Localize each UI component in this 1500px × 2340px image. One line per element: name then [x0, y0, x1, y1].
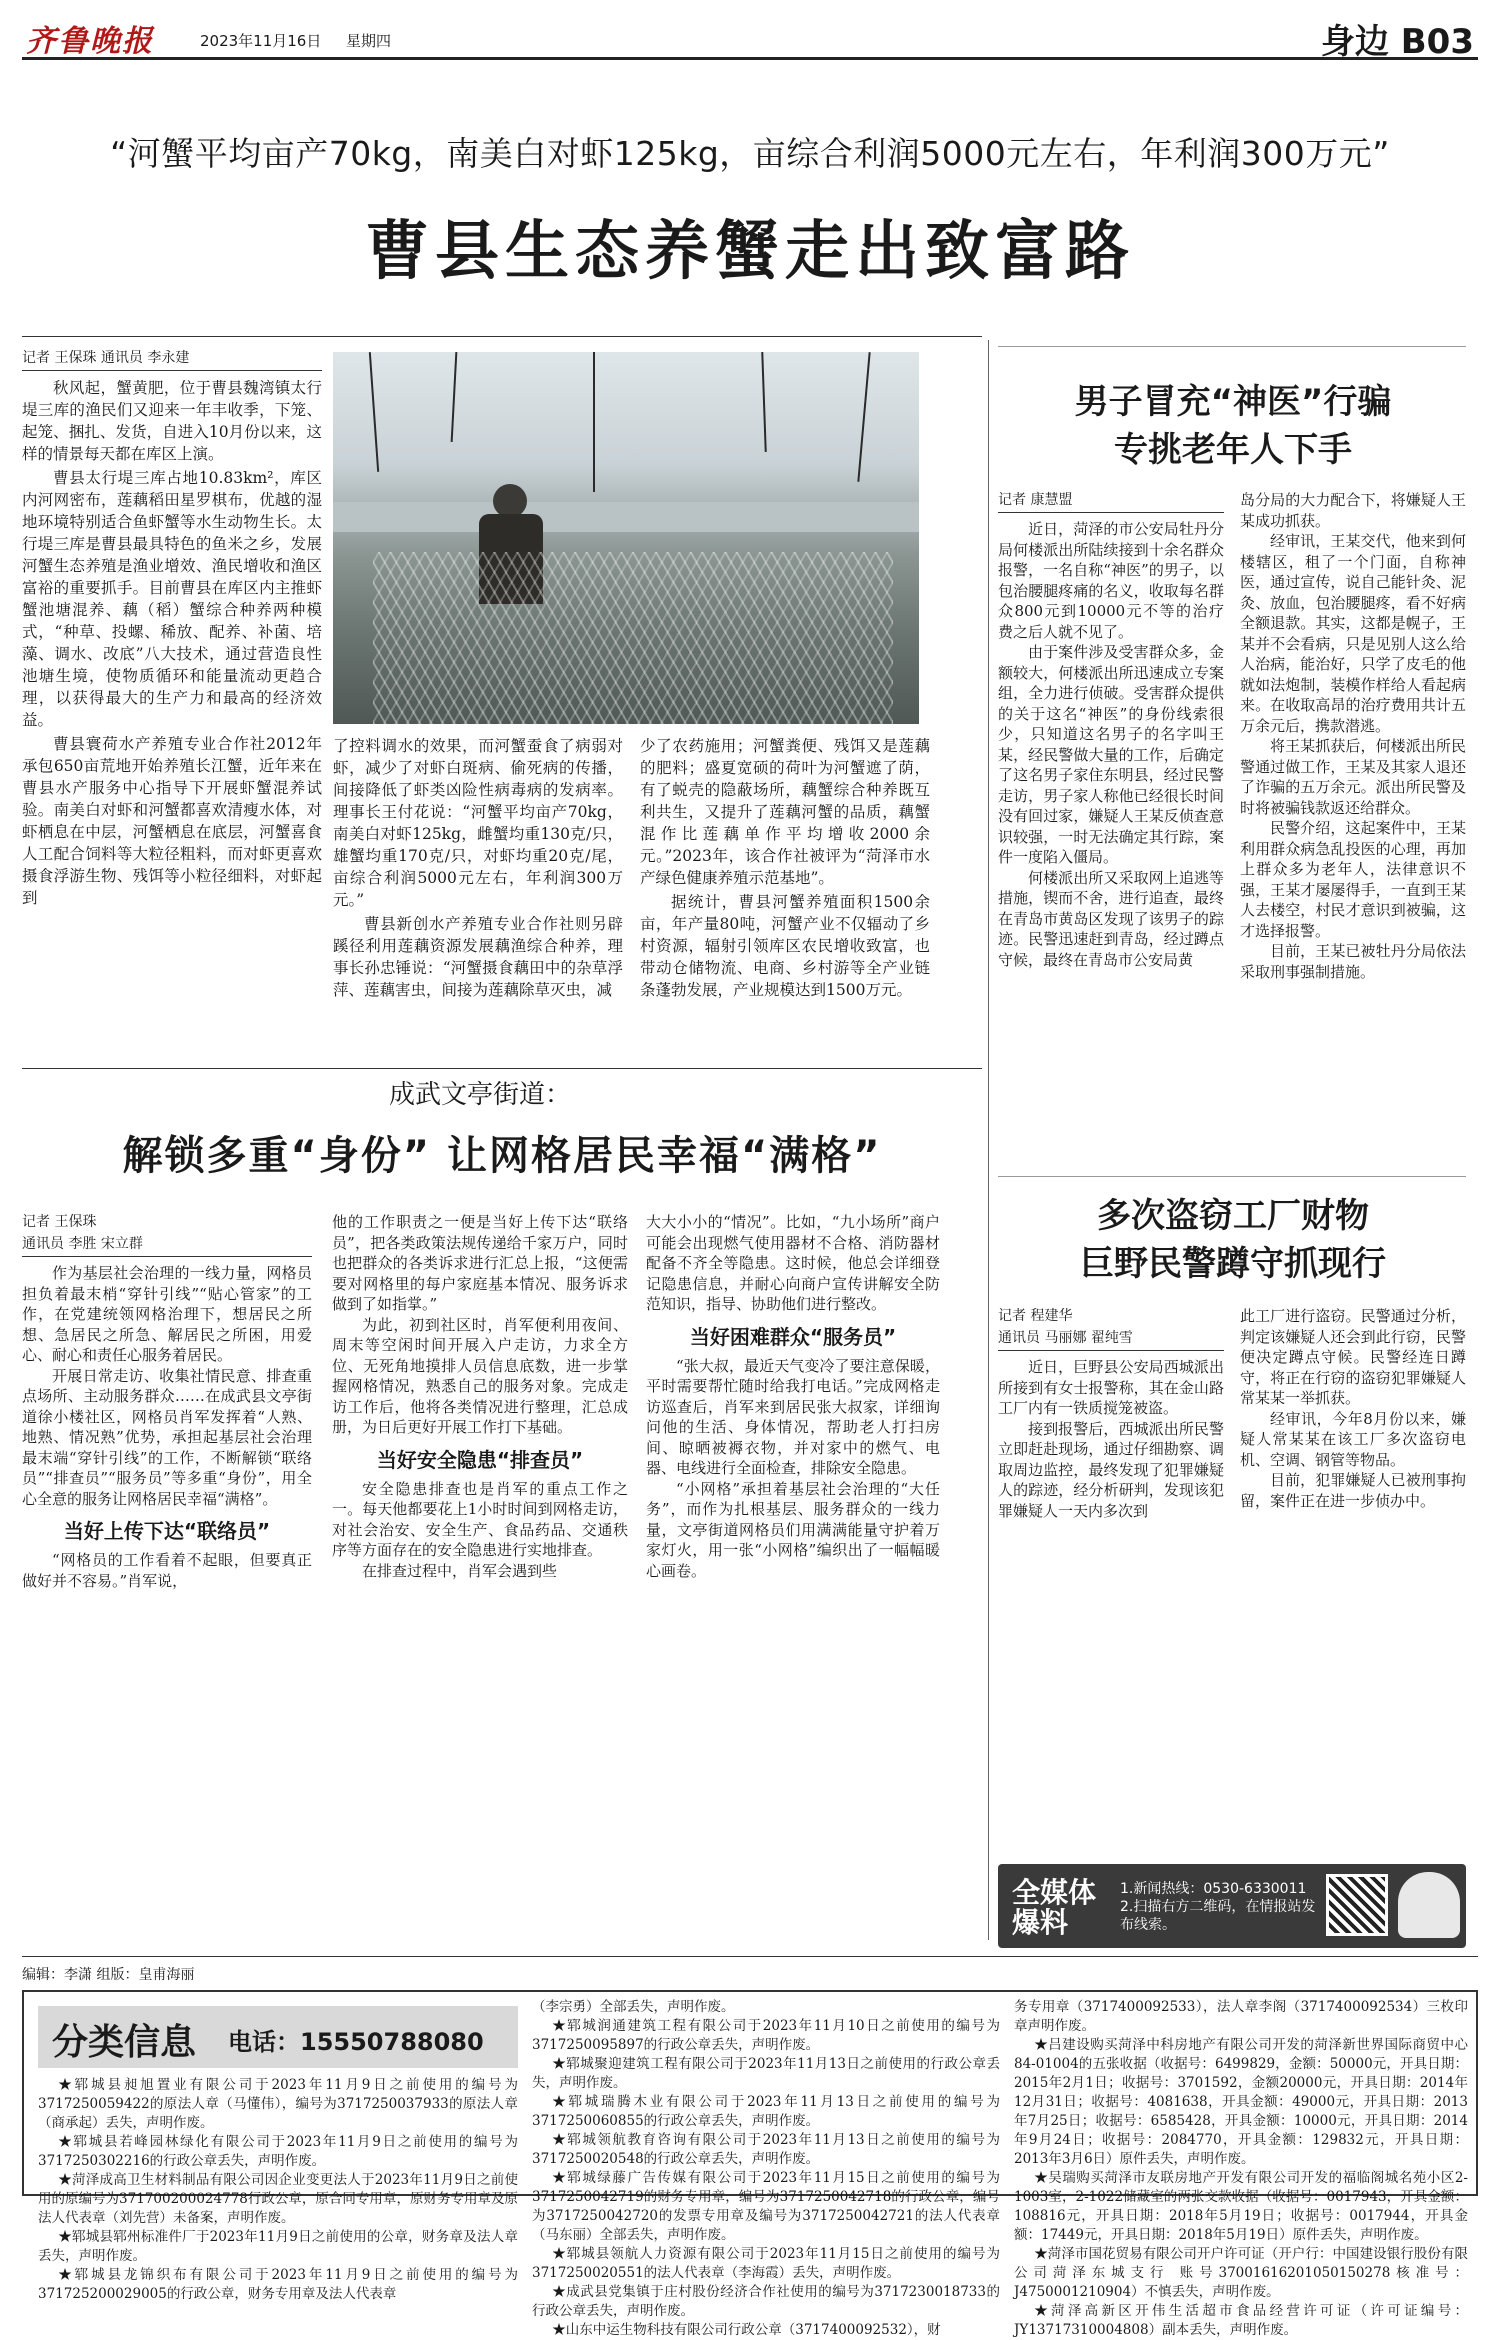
story2-byline: 通讯员 李胜 宋立群	[22, 1234, 312, 1257]
paragraph: 安全隐患排查也是肖军的重点工作之一。每天他都要花上1小时时间到网格走访，对社会治安、安全生产、食品药品、交通秩序等方面存在的安全隐患进行实地排查。	[332, 1479, 628, 1559]
notice: ★郓城县若峰园林绿化有限公司于2023年11月9日之前使用的编号为371725030221​6的行政公章丢失，声明作废。	[38, 2134, 518, 2169]
notice: ★郓城县龙锦织布有限公司于2023年11月9日之前使用的编号为371725200029005的行政公章，财务专用章及法人代表章	[38, 2267, 518, 2302]
story2-subheading: 当好困难群众“服务员”	[689, 1324, 897, 1349]
notice: ★菏泽市国花贸易有限公司开户许可证（开户行：中国建设银行股份有限公司菏泽东城支行 账号37001616201050150278核准号：J475000121090​4）不慎丢失，声明作废。	[1014, 2246, 1468, 2300]
qr-code-icon[interactable]	[1326, 1874, 1388, 1936]
notice: ★成武县党集镇于庄村股份经济合作社使用的编号为371723001873​3的行政公章丢失，声明作废。	[532, 2284, 1000, 2319]
notice: ★吴瑞购买菏泽市友联房地产开发有限公司开发的福临阁城名苑小区2-1003室，2-1022储藏室的两张交款收据（收据号：0017943，开具金额：108816元，开具日期：2018年5月19日；收据号：0017944，开具金额：17449元，开具日期：2018年5月19日）原件丢失，声明作废。	[1014, 2170, 1468, 2243]
reed	[369, 352, 379, 472]
side1-byline: 记者 康慧盟	[998, 490, 1224, 513]
notice: ★郓城瑞腾木业有限公司于2023年11月13日之前使用的编号为371725006085​5的行政公章丢失，声明作废。	[532, 2094, 1000, 2129]
paragraph: 此工厂进行盗窃。民警通过分析，判定该嫌疑人还会到此行窃，民警便决定蹲点守候。民警经连日蹲守，将正在行窃的盗窃犯罪嫌疑人常某某一举抓获。	[1240, 1307, 1466, 1407]
paragraph: 他的工作职责之一便是当好上传下达“联络员”，把各类政策法规传递给千家万户，同时也把群众的各类诉求进行汇总上报，“这便需要对网格里的每户家庭基本情况、服务诉求做到了如指掌。”	[332, 1213, 628, 1313]
farmer-head	[493, 484, 527, 518]
story2-subheading: 当好安全隐患“排查员”	[376, 1447, 584, 1472]
story2-column-2	[332, 1212, 628, 1581]
classified-phone: 电话：15550788080	[228, 2028, 484, 2056]
paragraph: 近日，菏泽的市公安局牡丹分局何楼派出所陆续接到十余名群众报警，一名自称“神医”的男子，以包治腰腿疼痛的名义，收取每名群众800元到10000元不等的治疗费之后人就不见了。	[998, 520, 1224, 641]
reed	[761, 352, 766, 452]
divider	[22, 1956, 1478, 1957]
paragraph: 何楼派出所又采取网上追逃等措施，锲而不舍，进行追查，最终在青岛市黄岛区发现了该男子的踪迹。民警迅速赶到青岛，经过蹲点守候，最终在青岛市公安局黄	[998, 868, 1224, 969]
paragraph: 接到报警后，西城派出所民警立即赶赴现场，通过仔细勘察、调取周边监控，最终发现了犯罪嫌疑人的踪迹，经分析研判，发现该犯罪嫌疑人一天内多次到	[998, 1419, 1224, 1520]
side2-column-2	[1240, 1306, 1466, 1511]
paragraph: 为此，初到社区时，肖军便利用夜间、周末等空闲时间开展入户走访，力求全方位、无死角地摸排人员信息底数，进一步掌握网格情况，熟悉自己的服务对象。完成走访工作后，他将各类情况进行整理，汇总成册，为日后更好开展工作打下基础。	[332, 1315, 628, 1436]
paragraph: 民警介绍，这起案件中，王某利用群众病急乱投医的心理，再加上群众多为老年人，法律意识不强，王某才屡屡得手，一直到王某人去楼空，村民才意识到被骗，这才选择报警。	[1240, 819, 1466, 940]
classified-title: 分类信息	[52, 2022, 197, 2063]
story1-column-2	[333, 735, 623, 1003]
divider	[998, 1176, 1466, 1177]
classified-header	[38, 2006, 518, 2068]
crab-farm-photo	[333, 352, 919, 724]
divider	[22, 336, 982, 337]
side2-title-line: 巨野民警蹲守抓现行	[1080, 1244, 1386, 1284]
paragraph: 开展日常走访、收集社情民意、排查重点场所、主动服务群众……在成武县文亭街道徐小楼社区，网格员肖军发挥着“人熟、地熟、情况熟”优势，承担起基层社会治理最末端“穿针引线”的工作，不断解锁“联络员”“排查员”“服务员”等多重“身份”，用全心全意的服务让网格居民幸福“满格”。	[22, 1366, 312, 1508]
issue-date: 2023年11月16日	[200, 32, 322, 50]
ad-qr-instruction: 2.扫描右方二维码，在情报站发布线索。	[1120, 1899, 1316, 1933]
ad-hotline: 1.新闻热线：0530-6330011	[1120, 1881, 1307, 1897]
ad-title: 全媒体爆料	[1012, 1876, 1097, 1939]
notice: ★郓城润通建筑工程有限公司于2023年11月10日之前使用的编号为371725009589​7的行政公章丢失，声明作废。	[532, 2018, 1000, 2053]
side1-column-1	[998, 490, 1224, 970]
paragraph: 曹县新创水产养殖专业合作社则另辟蹊径利用莲藕资源发展藕渔综合种养，理事长孙忠锤说：“河蟹摄食藕田中的杂草浮萍、莲藕害虫，间接为莲藕除草灭虫，减	[333, 915, 623, 999]
paragraph: 曹县太行堤三库占地10.83km²，库区内河网密布，莲藕稻田星罗棋布，优越的湿地环境特别适合鱼虾蟹等水生动物生长。太行堤三库是曹县最具特色的鱼米之乡，发展河蟹生态养殖是渔业增效、渔民增收和渔区富裕的重要抓手。目前曹县在库区内主推虾蟹池塘混养、藕（稻）蟹综合种养两种模式，“种草、投螺、稀放、配养、补菌、培藻、调水、改底”八大技术，通过营造良性池塘生境，使物质循环和能量流动更趋合理，以获得最大的生产力和最高的经济效益。	[22, 469, 322, 729]
paragraph: “网格员的工作看着不起眼，但要真正做好并不容易。”肖军说，	[22, 1551, 312, 1590]
water-surface	[333, 502, 919, 532]
notice: ★郓城县领航人力资源有限公司于2023年11月15日之前使用的编号为371725002055​1的法人代表章（李海霞）丢失，声明作废。	[532, 2246, 1000, 2281]
tipoff-ad	[998, 1864, 1466, 1948]
divider	[998, 346, 1466, 347]
paragraph: 近日，巨野县公安局西城派出所接到有女士报警称，其在金山路工厂内有一铁质搅笼被盗。	[998, 1358, 1224, 1417]
ad-text	[1120, 1880, 1320, 1934]
classified-section	[22, 1990, 1478, 2338]
story2-subheading: 当好上传下达“联络员”	[63, 1519, 271, 1543]
side1-title-line: 男子冒充“神医”行骗	[1074, 382, 1392, 422]
story2-column-1	[22, 1212, 312, 1591]
notice: ★吕建设购买菏泽中科房地产有限公司开发的菏泽新世界国际商贸中心84-01004的五张收据（收据号：6499829，金额：50000元，开具日期：2015年2月1日；收据号：3701592，金额20000元，开具日期：2014年12月31日；收据号：4081638，开具金额：49000元，开具日期：2013年7月25日；收据号：6585428，开具金额：10000元，开具日期：2014年9月24日；收据号：2084770，开具金额：129832元，开具日期：2013年3月6日）原件丢失，声明作废。	[1014, 2037, 1468, 2167]
side2-byline: 记者 程建华	[998, 1308, 1073, 1324]
paragraph: 了控料调水的效果，而河蟹蚕食了病弱对虾，减少了对虾白斑病、偷死病的传播，间接降低了虾类凶险性病毒病的发病率。理事长王付花说：“河蟹平均亩产70kg，南美白对虾125kg，雌蟹均重130克/只，雄蟹均重170克/只，对虾均重20克/尾，亩综合利润5000元左右，年利润300万元。”	[333, 737, 623, 909]
issue-weekday: 星期四	[346, 32, 392, 50]
paragraph: 将王某抓获后，何楼派出所民警通过做工作，王某及其家人退还了诈骗的五万余元。派出所民警及时将被骗钱款返还给群众。	[1240, 737, 1466, 817]
notice: ★郓城绿藤广告传媒有限公司于2023年11月15日之前使用的编号为371725004271​9的财务专用章，编号为371725004271​8的行政公章，编号为371725004272​0的发票专用章及编号为371725004272​1的法人代表章（马东丽）全部丢失，声明作废。	[532, 2170, 1000, 2243]
side2-title-line: 多次盗窃工厂财物	[1097, 1196, 1369, 1236]
notice: ★山东中运生物科技有限公司行政公章（371740009253​2），财	[552, 2322, 941, 2338]
notice: 务专用章（371740009253​3），法人章李阁（371740009253​4）三枚印章声明作废。	[1014, 1999, 1468, 2034]
editor-credits: 编辑：李潇 组版：皇甫海丽	[22, 1967, 195, 1983]
classified-column-1	[38, 2076, 518, 2302]
side1-title	[998, 378, 1468, 474]
story2-column-3	[646, 1212, 940, 1581]
reed	[857, 352, 870, 482]
side2-column-1	[998, 1306, 1224, 1521]
paragraph: 秋风起，蟹黄肥，位于曹县魏湾镇太行堤三库的渔民们又迎来一年丰收季，下笼、起笼、捆扎、发货，自进入10月份以来，这样的情景每天都在库区上演。	[22, 379, 322, 463]
side1-column-2	[1240, 490, 1466, 982]
paragraph: 在排查过程中，肖军会遇到些	[362, 1561, 558, 1580]
story2-title: 解锁多重“身份” 让网格居民幸福“满格”	[122, 1133, 882, 1179]
classified-column-2	[532, 1998, 1000, 2338]
notice: ★郓城县昶旭置业有限公司于2023年11月9日之前使用的编号为371725005942​2的原法人章（马懂伟），编号为371725003793​3的原法人章（商承起）丢失，声明作废。	[38, 2077, 518, 2131]
classified-column-3	[1014, 1998, 1468, 2338]
paragraph: 大大小小的“情况”。比如，“九小场所”商户可能会出现燃气使用器材不合格、消防器材配备不齐全等隐患。这时候，他总会详细登记隐患信息，并耐心向商户宣传讲解安全防范知识，指导、协助他们进行整改。	[646, 1213, 940, 1313]
cartoon-mascot-icon	[1398, 1872, 1460, 1938]
paragraph: “小网格”承担着基层社会治理的“大任务”，而作为扎根基层、服务群众的一线力量，文亭街道网格员们用满满能量守护着万家灯火，用一张“小网格”编织出了一幅幅暖心画卷。	[646, 1479, 940, 1580]
masthead	[22, 10, 1478, 60]
notice: ★郓城聚迎建筑工程有限公司于2023年11月13日之前使用的行政公章丢失，声明作废。	[532, 2056, 1000, 2091]
paragraph: “张大叔，最近天气变冷了要注意保暖，平时需要帮忙随时给我打电话。”完成网格走访巡查后，肖军来到居民张大叔家，详细询问他的生活、身体情况，帮助老人打扫房间、晾晒被褥衣物，并对家中的燃气、电器、电线进行全面检查，排除安全隐患。	[646, 1356, 940, 1477]
story1-column-1	[22, 348, 322, 911]
side2-title	[998, 1192, 1468, 1288]
story1-byline: 记者 王保珠 通讯员 李永建	[22, 348, 322, 371]
paragraph: 据统计，曹县河蟹养殖面积1500余亩，年产量80吨，河蟹产业不仅辐动了乡村资源，辐射引领库区农民增收致富，也带动仓储物流、电商、乡村游等全产业链条蓬勃发展，产业规模达到1500万元。	[640, 893, 930, 999]
reed	[451, 352, 458, 442]
section-label: 身边 B03	[1320, 22, 1474, 62]
paragraph: 作为基层社会治理的一线力量，网格员担负着最末梢“穿针引线”“贴心管家”的工作，在党建统领网格治理下，想居民之所想、急居民之所急、解居民之所困，用爱心、耐心和责任心服务着居民。	[22, 1264, 312, 1364]
paragraph: 曹县寰荷水产养殖专业合作社2012年承包650亩荒地开始养殖长江蟹，近年来在曹县水产服务中心指导下开展虾蟹混养试验。南美白对虾和河蟹都喜欢清瘦水体，对虾栖息在中层，河蟹栖息在底层，河蟹喜食人工配合饲料等大粒径粗料，而对虾更喜欢摄食浮游生物、残饵等小粒径细料，对虾起到	[22, 735, 322, 907]
paragraph: 由于案件涉及受害群众多，金额较大，何楼派出所迅速成立专案组，全力进行侦破。受害群众提供的关于这名“神医”的身份线索很少，只知道这名男子的名字叫王某，经民警做大量的工作，后确定了这名男子家住东明县，经过民警走访，男子家人称他已经很长时间没有回过家，嫌疑人王某反侦查意识较强，一时无法确定其行踪，案件一度陷入僵局。	[998, 643, 1224, 866]
notice: ★菏泽成高卫生材料制品有限公司因企业变更法人于2023年11月9日之前使用的原编号为371700200024778行政公章，原合同专用章，原财务专用章及原法人代表章（刘先营）未备案，声明作废。	[38, 2172, 518, 2226]
notice: （李宗勇）全部丢失，声明作废。	[532, 1999, 735, 2015]
column-divider	[988, 340, 989, 1940]
story2-kicker: 成武文亭街道：	[388, 1080, 571, 1110]
divider	[22, 1068, 982, 1069]
story2-byline: 记者 王保珠	[22, 1214, 97, 1230]
paragraph: 目前，犯罪嫌疑人已被刑事拘留，案件正在进一步侦办中。	[1240, 1471, 1466, 1510]
story1-kicker: “河蟹平均亩产70kg，南美白对虾125kg，亩综合利润5000元左右，年利润300万元”	[110, 134, 1390, 173]
paragraph: 经审讯，今年8月份以来，嫌疑人常某某在该工厂多次盗窃电机、空调、钢管等物品。	[1240, 1409, 1466, 1469]
story1-column-3	[640, 735, 930, 1003]
reed	[593, 352, 595, 492]
notice: ★郓城县郓州标准件厂于2023年11月9日之前使用的公章，财务章及法人章丢失，声明作废。	[38, 2229, 518, 2264]
paragraph: 目前，王某已被牡丹分局依法采取刑事强制措施。	[1240, 942, 1466, 981]
side1-title-line: 专挑老年人下手	[1114, 430, 1352, 470]
paragraph: 少了农药施用；河蟹粪便、残饵又是莲藕的肥料；盛夏宽硕的荷叶为河蟹遮了荫，有了蜕壳的隐蔽场所，藕蟹综合种养既互利共生，又提升了莲藕河蟹的品质，藕蟹混作比莲藕单作平均增收2000余元。”2023年，该合作社被评为“菏泽市水产绿色健康养殖示范基地”。	[640, 737, 930, 887]
fishing-net	[373, 552, 893, 724]
paragraph: 经审讯，王某交代，他来到何楼辖区，租了一个门面，自称神医，通过宣传，说自己能针灸、泥灸、放血，包治腰腿疼，看不好病全额退款。其实，这都是幌子，王某并不会看病，只是见别人这么给人治病，能治好，只学了皮毛的他就如法炮制，装模作样给人看起病来。在收取高昂的治疗费用共计五万余元后，携款潜逃。	[1240, 532, 1466, 735]
side2-byline: 通讯员 马丽娜 翟纯雪	[998, 1328, 1224, 1351]
notice: ★郓城领航教育咨询有限公司于2023年11月13日之前使用的编号为371725002054​8的行政公章丢失，声明作废。	[532, 2132, 1000, 2167]
paragraph: 岛分局的大力配合下，将嫌疑人王某成功抓获。	[1240, 491, 1466, 530]
story1-headline: 曹县生态养蟹走出致富路	[365, 214, 1135, 289]
notice: ★菏泽高新区开伟生活超市食品经营许可证（许可证编号：JY1371731000480​8）副本丢失，声明作废。	[1014, 2303, 1468, 2338]
newspaper-logo: 齐鲁晚报	[26, 24, 154, 59]
